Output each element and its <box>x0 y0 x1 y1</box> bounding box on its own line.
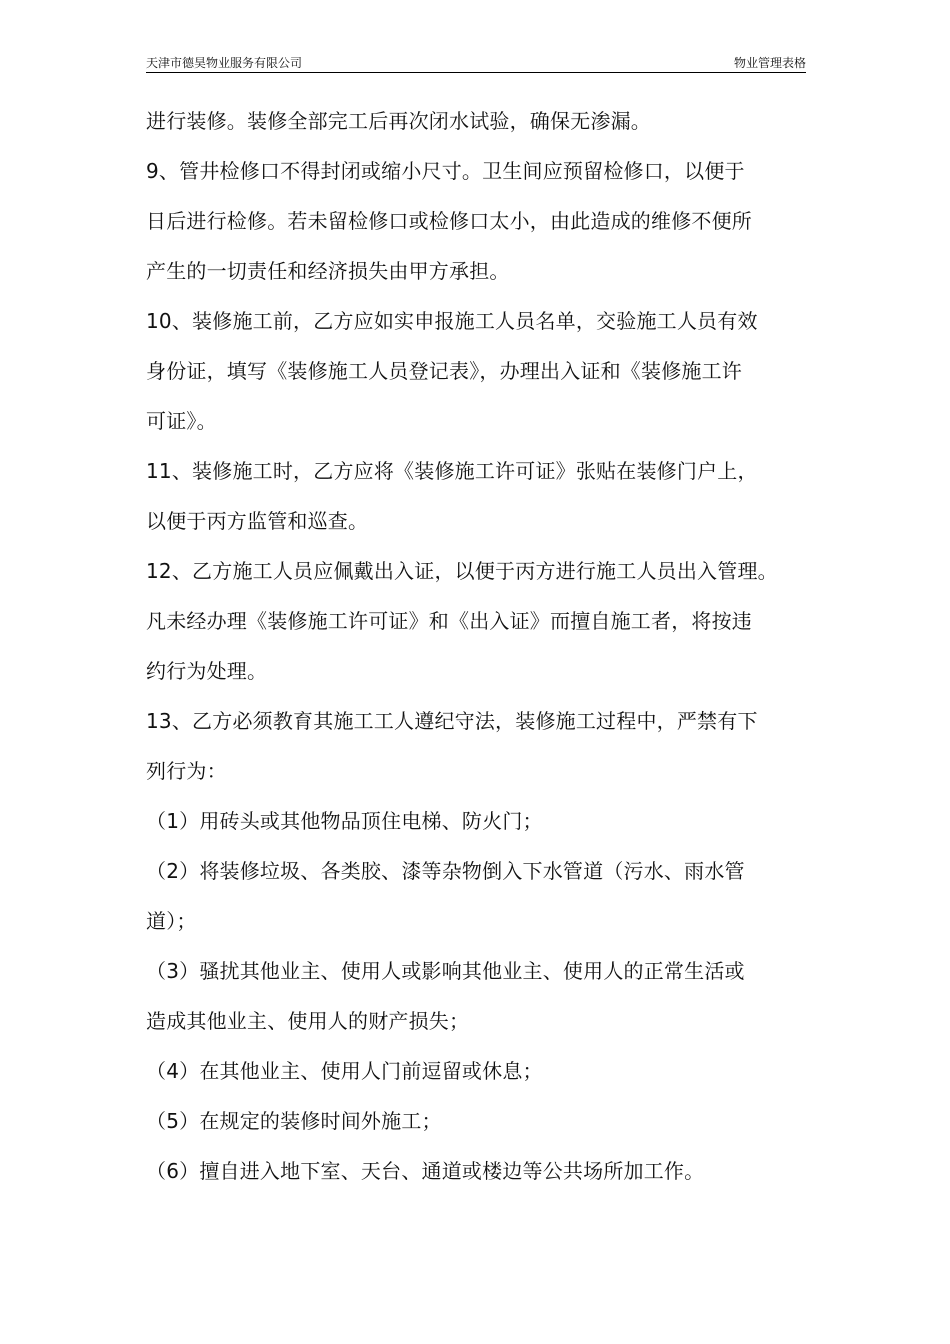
text-line: 以便于丙方监管和巡查。 <box>146 509 369 533</box>
text-line: （3）骚扰其他业主、使用人或影响其他业主、使用人的正常生活或 <box>146 959 745 983</box>
text-line: 日后进行检修。若未留检修口或检修口太小，由此造成的维修不便所 <box>146 209 752 233</box>
text-line: 凡未经办理《装修施工许可证》和《出入证》而擅自施工者，将按违 <box>146 609 752 633</box>
header-category: 物业管理表格 <box>733 56 806 70</box>
document-body <box>146 99 826 1199</box>
text-line: 身份证，填写《装修施工人员登记表》，办理出入证和《装修施工许 <box>146 359 742 383</box>
text-line: （5）在规定的装修时间外施工； <box>146 1109 442 1133</box>
page-header <box>146 56 806 73</box>
text-line: 9、管井检修口不得封闭或缩小尺寸。卫生间应预留检修口，以便于 <box>146 159 745 183</box>
text-line: （4）在其他业主、使用人门前逗留或休息； <box>146 1059 543 1083</box>
text-line: 12、乙方施工人员应佩戴出入证，以便于丙方进行施工人员出入管理。 <box>146 559 778 583</box>
text-line: 可证》。 <box>146 409 217 433</box>
text-line: 进行装修。装修全部完工后再次闭水试验，确保无渗漏。 <box>146 109 651 133</box>
text-line: 10、装修施工前，乙方应如实申报施工人员名单，交验施工人员有效 <box>146 309 758 333</box>
text-line: （2）将装修垃圾、各类胶、漆等杂物倒入下水管道（污水、雨水管 <box>146 859 745 883</box>
header-company-name: 天津市德昊物业服务有限公司 <box>146 56 303 70</box>
text-line: 造成其他业主、使用人的财产损失； <box>146 1009 470 1033</box>
text-line: （6）擅自进入地下室、天台、通道或楼边等公共场所加工作。 <box>146 1159 705 1183</box>
text-line: 13、乙方必须教育其施工工人遵纪守法，装修施工过程中，严禁有下 <box>146 709 758 733</box>
text-line: 列行为： <box>146 759 227 783</box>
text-line: 11、装修施工时，乙方应将《装修施工许可证》张贴在装修门户上， <box>146 459 758 483</box>
text-line: 道）； <box>146 909 197 933</box>
text-line: （1）用砖头或其他物品顶住电梯、防火门； <box>146 809 543 833</box>
text-line: 约行为处理。 <box>146 659 268 683</box>
text-line: 产生的一切责任和经济损失由甲方承担。 <box>146 259 510 283</box>
